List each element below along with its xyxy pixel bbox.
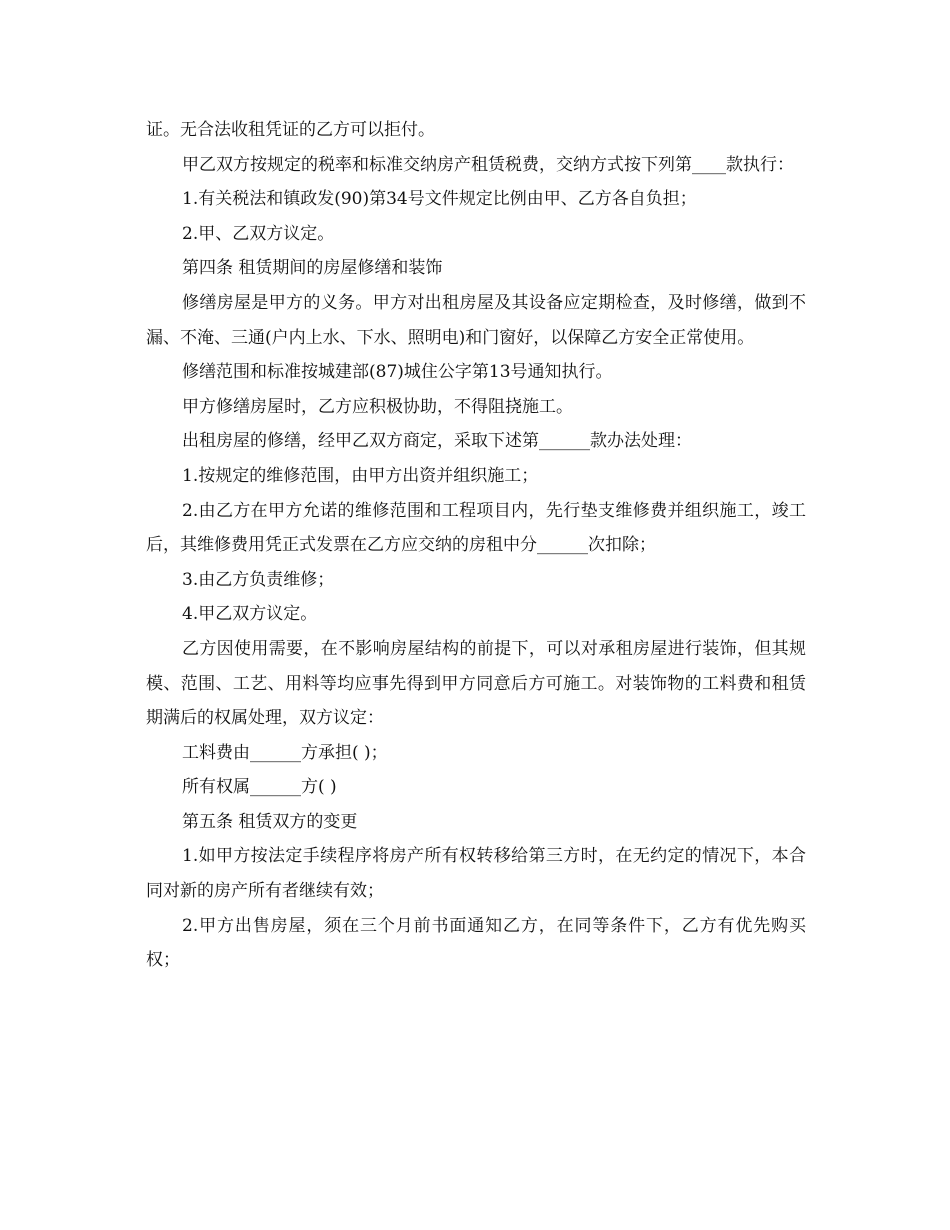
section-heading: 第五条 租赁双方的变更 — [182, 811, 358, 832]
paragraph: 4.甲乙双方议定。 — [182, 604, 318, 625]
paragraph: 3.由乙方负责维修； — [182, 569, 335, 590]
paragraph: 1.如甲方按法定手续程序将房产所有权转移给第三方时，在无约定的情况下，本合同对新的房产所有者继续有效； — [146, 846, 806, 902]
paragraph: 2.甲方出售房屋，须在三个月前书面通知乙方，在同等条件下，乙方有优先购买权； — [146, 915, 806, 971]
paragraph: 所有权属______方( ) — [182, 777, 337, 798]
document-body — [146, 113, 806, 978]
paragraph: 证。无合法收租凭证的乙方可以拒付。 — [146, 120, 435, 140]
paragraph: 乙方因使用需要，在不影响房屋结构的前提下，可以对承租房屋进行装饰，但其规模、范围、工艺、用料等均应事先得到甲方同意后方可施工。对装饰物的工料费和租赁期满后的权属处理，双方议定： — [146, 638, 806, 729]
paragraph: 出租房屋的修缮，经甲乙双方商定，采取下述第______款办法处理： — [182, 431, 692, 452]
paragraph: 2.由乙方在甲方允诺的维修范围和工程项目内，先行垫支维修费并组织施工，竣工后，其维修费用凭正式发票在乙方应交纳的房租中分______次扣除； — [146, 500, 806, 556]
section-heading: 第四条 租赁期间的房屋修缮和装饰 — [182, 258, 443, 279]
paragraph: 工料费由______方承担( )； — [182, 742, 388, 763]
paragraph: 1.按规定的维修范围，由甲方出资并组织施工； — [182, 465, 539, 486]
paragraph: 1.有关税法和镇政发(90)第34号文件规定比例由甲、乙方各自负担； — [182, 189, 697, 210]
paragraph: 甲乙双方按规定的税率和标准交纳房产租赁税费，交纳方式按下列第____款执行： — [182, 154, 794, 175]
paragraph: 修缮房屋是甲方的义务。甲方对出租房屋及其设备应定期检查，及时修缮，做到不漏、不淹、三通(户内上水、下水、照明电)和门窗好，以保障乙方安全正常使用。 — [146, 292, 806, 348]
paragraph: 2.甲、乙双方议定。 — [182, 223, 335, 244]
paragraph: 修缮范围和标准按城建部(87)城住公字第13号通知执行。 — [182, 362, 613, 383]
paragraph: 甲方修缮房屋时，乙方应积极协助，不得阻挠施工。 — [182, 396, 573, 417]
